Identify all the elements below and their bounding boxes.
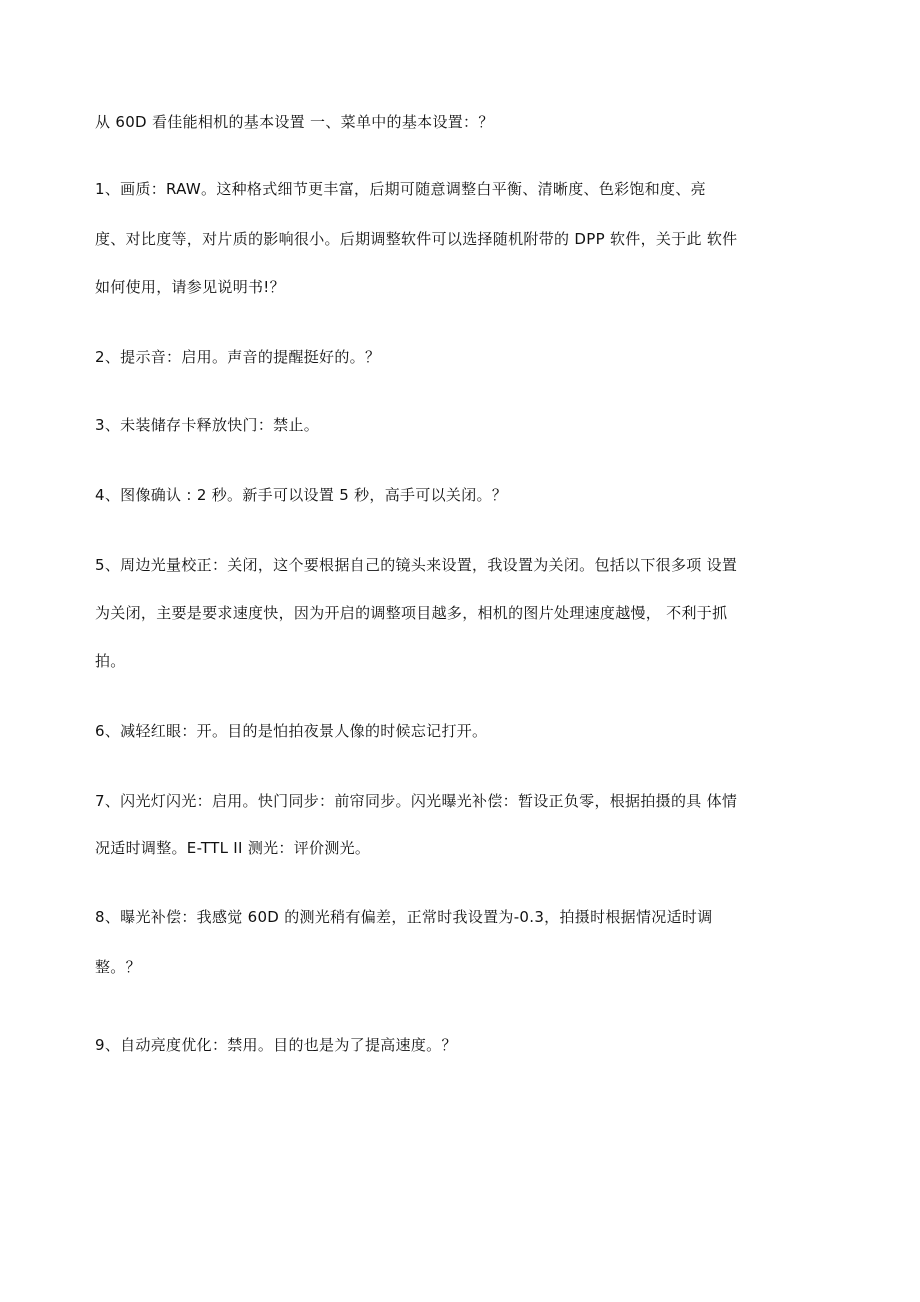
item-6-line-1: 6、减轻红眼：开。目的是怕拍夜景人像的时候忘记打开。 [95,722,488,740]
item-2-line-1: 2、提示音：启用。声音的提醒挺好的。？ [95,348,381,366]
item-1-line-3: 如何使用，请参见说明书!？ [95,278,285,296]
item-8-line-2: 整。？ [95,958,141,976]
item-1-line-2: 度、对比度等，对片质的影响很小。后期调整软件可以选择随机附带的 DPP 软件，关于此 软件 [95,230,738,248]
item-5-line-3: 拍。 [95,652,126,670]
item-9-line-1: 9、自动亮度优化：禁用。目的也是为了提高速度。？ [95,1036,457,1054]
item-8-line-1: 8、曝光补偿：我感觉 60D 的测光稍有偏差，正常时我设置为-0.3，拍摄时根据情况适时调 [95,908,713,926]
item-5-line-2: 为关闭，主要是要求速度快，因为开启的调整项目越多，相机的图片处理速度越慢， 不利于抓 [95,604,728,622]
item-7-line-2: 况适时调整。E-TTL II 测光：评价测光。 [95,839,371,857]
item-7-line-1: 7、闪光灯闪光：启用。快门同步：前帘同步。闪光曝光补偿：暂设正负零，根据拍摄的具 体情 [95,792,738,810]
item-1-line-1: 1、画质：RAW。这种格式细节更丰富，后期可随意调整白平衡、清晰度、色彩饱和度、亮 [95,180,706,198]
item-3-line-1: 3、未装储存卡释放快门：禁止。 [95,416,320,434]
document-title: 从 60D 看佳能相机的基本设置 一、菜单中的基本设置：？ [95,113,494,131]
item-5-line-1: 5、周边光量校正：关闭，这个要根据自己的镜头来设置，我设置为关闭。包括以下很多项 设置 [95,556,738,574]
item-4-line-1: 4、图像确认 : 2 秒。新手可以设置 5 秒，高手可以关闭。？ [95,486,508,504]
